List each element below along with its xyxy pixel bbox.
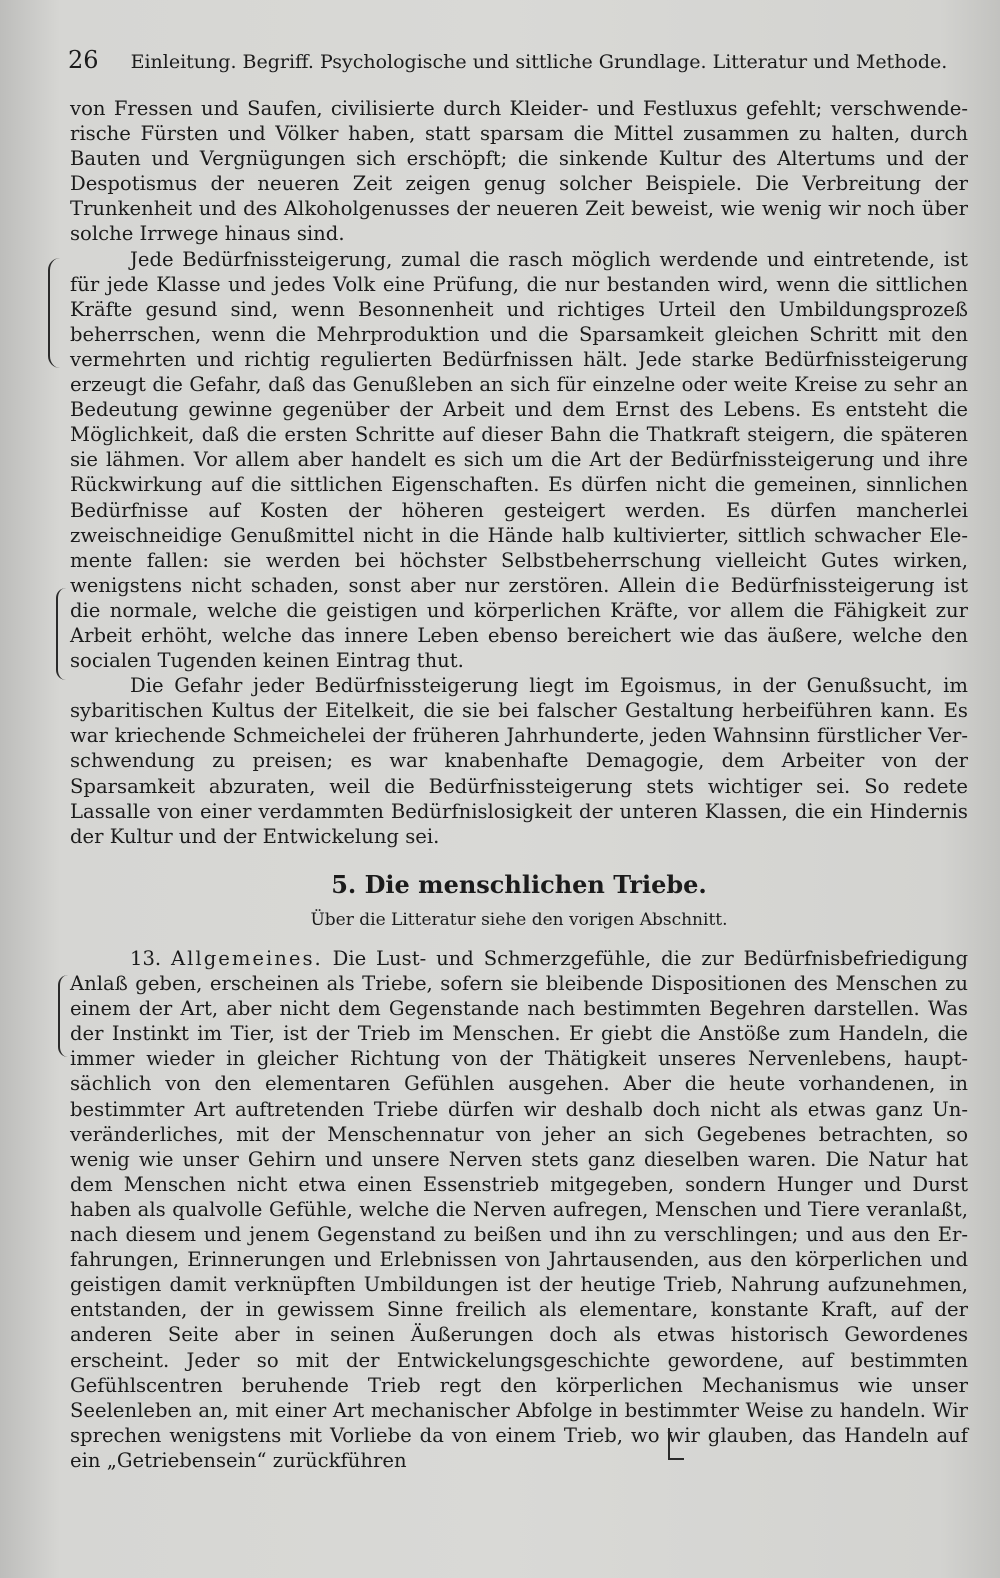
page-number: 26	[68, 46, 99, 74]
body-text-lower	[70, 868, 968, 1473]
paragraph-number: 13.	[130, 947, 172, 970]
paragraph-3: Die Gefahr jeder Bedürfnissteigerung liegt im Egoismus, in der Genußsucht, im sybaritischen Kultus der Eitelkeit, die sie bei falscher Gestaltung herbeiführen kann. Es war kriechende Schmeichelei der früheren Jahrhunderte, jeden Wahnsinn fürstlicher Ver- schwendung zu preisen; es war knabenhafte Demagogie, dem Arbeiter von der Sparsamkeit abzuraten, weil die Bedürfnissteigerung stets wichtiger sei. So redete Lassalle von einer verdammten Bedürfnislosigkeit der unteren Klassen, die ein Hindernis der Kultur und der Entwickelung sei.	[70, 674, 968, 848]
pencil-corner-mark	[668, 1428, 684, 1460]
running-header	[68, 42, 960, 78]
paragraph-2-part-b: Bedürfnissteigerung ist die normale, welche die geistigen und körperlichen Kräfte, vor allem die Fähigkeit zur Arbeit erhöht, welche das innere Leben ebenso bereichert wie das äußere, welche den socialen Tugenden keinen Eintrag thut.	[70, 573, 968, 673]
paragraph-4	[70, 946, 968, 1473]
emphasis-die: die	[685, 573, 722, 597]
running-title: Einleitung. Begriff. Psychologische und sittliche Grundlage. Litteratur und Methode.	[130, 51, 948, 73]
margin-bracket-mark	[58, 975, 70, 1057]
section-heading: 5. Die menschlichen Triebe.	[331, 870, 707, 899]
paragraph-2	[70, 247, 968, 674]
section-subheading: Über die Litteratur siehe den vorigen Abschnitt.	[310, 910, 728, 930]
body-text-upper	[70, 96, 968, 849]
margin-bracket-mark	[56, 588, 68, 680]
emphasis-allgemeines: Allgemeines.	[171, 947, 323, 970]
paragraph-4-text: Die Lust- und Schmerzgefühle, die zur Bedürfnisbefriedigung Anlaß geben, erscheinen als Triebe, sofern sie bleibende Dispositionen des Menschen zu einem der Art, aber nicht dem Gegenstande nach bestimmten Begehren darstellen. Was der Instinkt im Tier, ist der Trieb im Menschen. Er giebt die Anstöße zum Handeln, die immer wieder in gleicher Richtung von der Thätigkeit unseres Nervenlebens, haupt- sächlich von den elementaren Gefühlen ausgehen. Aber die heute vorhandenen, in bestimmter Art auftretenden Triebe dürfen wir deshalb doch nicht als etwas ganz Un- veränderliches, mit der Menschennatur von jeher an sich Gegebenes betrachten, so wenig wie unser Gehirn und unsere Nerven stets ganz dieselben waren. Die Natur hat dem Menschen nicht etwa einen Essenstrieb mitgegeben, sondern Hunger und Durst haben als qualvolle Gefühle, welche die Nerven aufregen, Menschen und Tiere veranlaßt, nach diesem und jenem Gegenstand zu beißen und ihn zu verschlingen; und aus den Er- fahrungen, Erinnerungen und Erlebnissen von Jahrtausenden, aus den körperlichen und geistigen damit verknüpften Umbildungen ist der heutige Trieb, Nahrung aufzunehmen, entstanden, der in gewissem Sinne freilich als elementare, konstante Kraft, auf der anderen Seite aber in seinen Äußerungen doch als etwas historisch Gewordenes erscheint. Jeder so mit der Entwickelungsgeschichte gewordene, auf bestimmten Gefühlscentren beruhende Trieb regt den körperlichen Mechanismus wie unser Seelenleben an, mit einer Art mechanischer Abfolge in bestimmter Weise zu handeln. Wir sprechen wenigstens mit Vorliebe da von einem Trieb, wo wir glauben, das Handeln auf ein „Getriebensein“ zurückführen	[70, 947, 968, 1472]
paragraph-1: von Fressen und Saufen, civilisierte durch Kleider- und Festluxus gefehlt; verschwende- rische Fürsten und Völker haben, statt sparsam die Mittel zusammen zu halten, durch Bauten und Vergnügungen sich erschöpft; die sinkende Kultur des Altertums und der Despotismus der neueren Zeit zeigen genug solcher Beispiele. Die Verbreitung der Trunkenheit und des Alkoholgenusses der neueren Zeit beweist, wie wenig wir noch über solche Irrwege hinaus sind.	[70, 97, 968, 246]
margin-bracket-mark	[48, 258, 60, 368]
paragraph-2-part-a: Jede Bedürfnissteigerung, zumal die rasch möglich werdende und eintretende, ist für jede Klasse und jedes Volk eine Prüfung, die nur bestanden wird, wenn die sittlichen Kräfte gesund sind, wenn Besonnenheit und richtiges Urteil den Umbildungsprozeß beherrschen, wenn die Mehrproduktion und die Sparsamkeit gleichen Schritt mit den vermehrten und richtig regulierten Bedürfnissen hält. Jede starke Bedürfnissteigerung erzeugt die Gefahr, daß das Genußleben an sich für einzelne oder weite Kreise zu sehr an Bedeutung gewinne gegenüber der Arbeit und dem Ernst des Lebens. Es entsteht die Möglichkeit, daß die ersten Schritte auf dieser Bahn die Thatkraft steigern, die späteren sie lähmen. Vor allem aber handelt es sich um die Art der Bedürfnissteigerung und ihre Rückwirkung auf die sittlichen Eigenschaften. Es dürfen nicht die gemeinen, sinnlichen Bedürfnisse auf Kosten der höheren gesteigert werden. Es dürfen mancherlei zweischneidige Genußmittel nicht in die Hände halb kultivierter, sittlich schwacher Ele- mente fallen: sie werden bei höchster Selbstbeherrschung vielleicht Gutes wirken, wenigstens nicht schaden, sonst aber nur zerstören. Allein	[70, 247, 968, 597]
